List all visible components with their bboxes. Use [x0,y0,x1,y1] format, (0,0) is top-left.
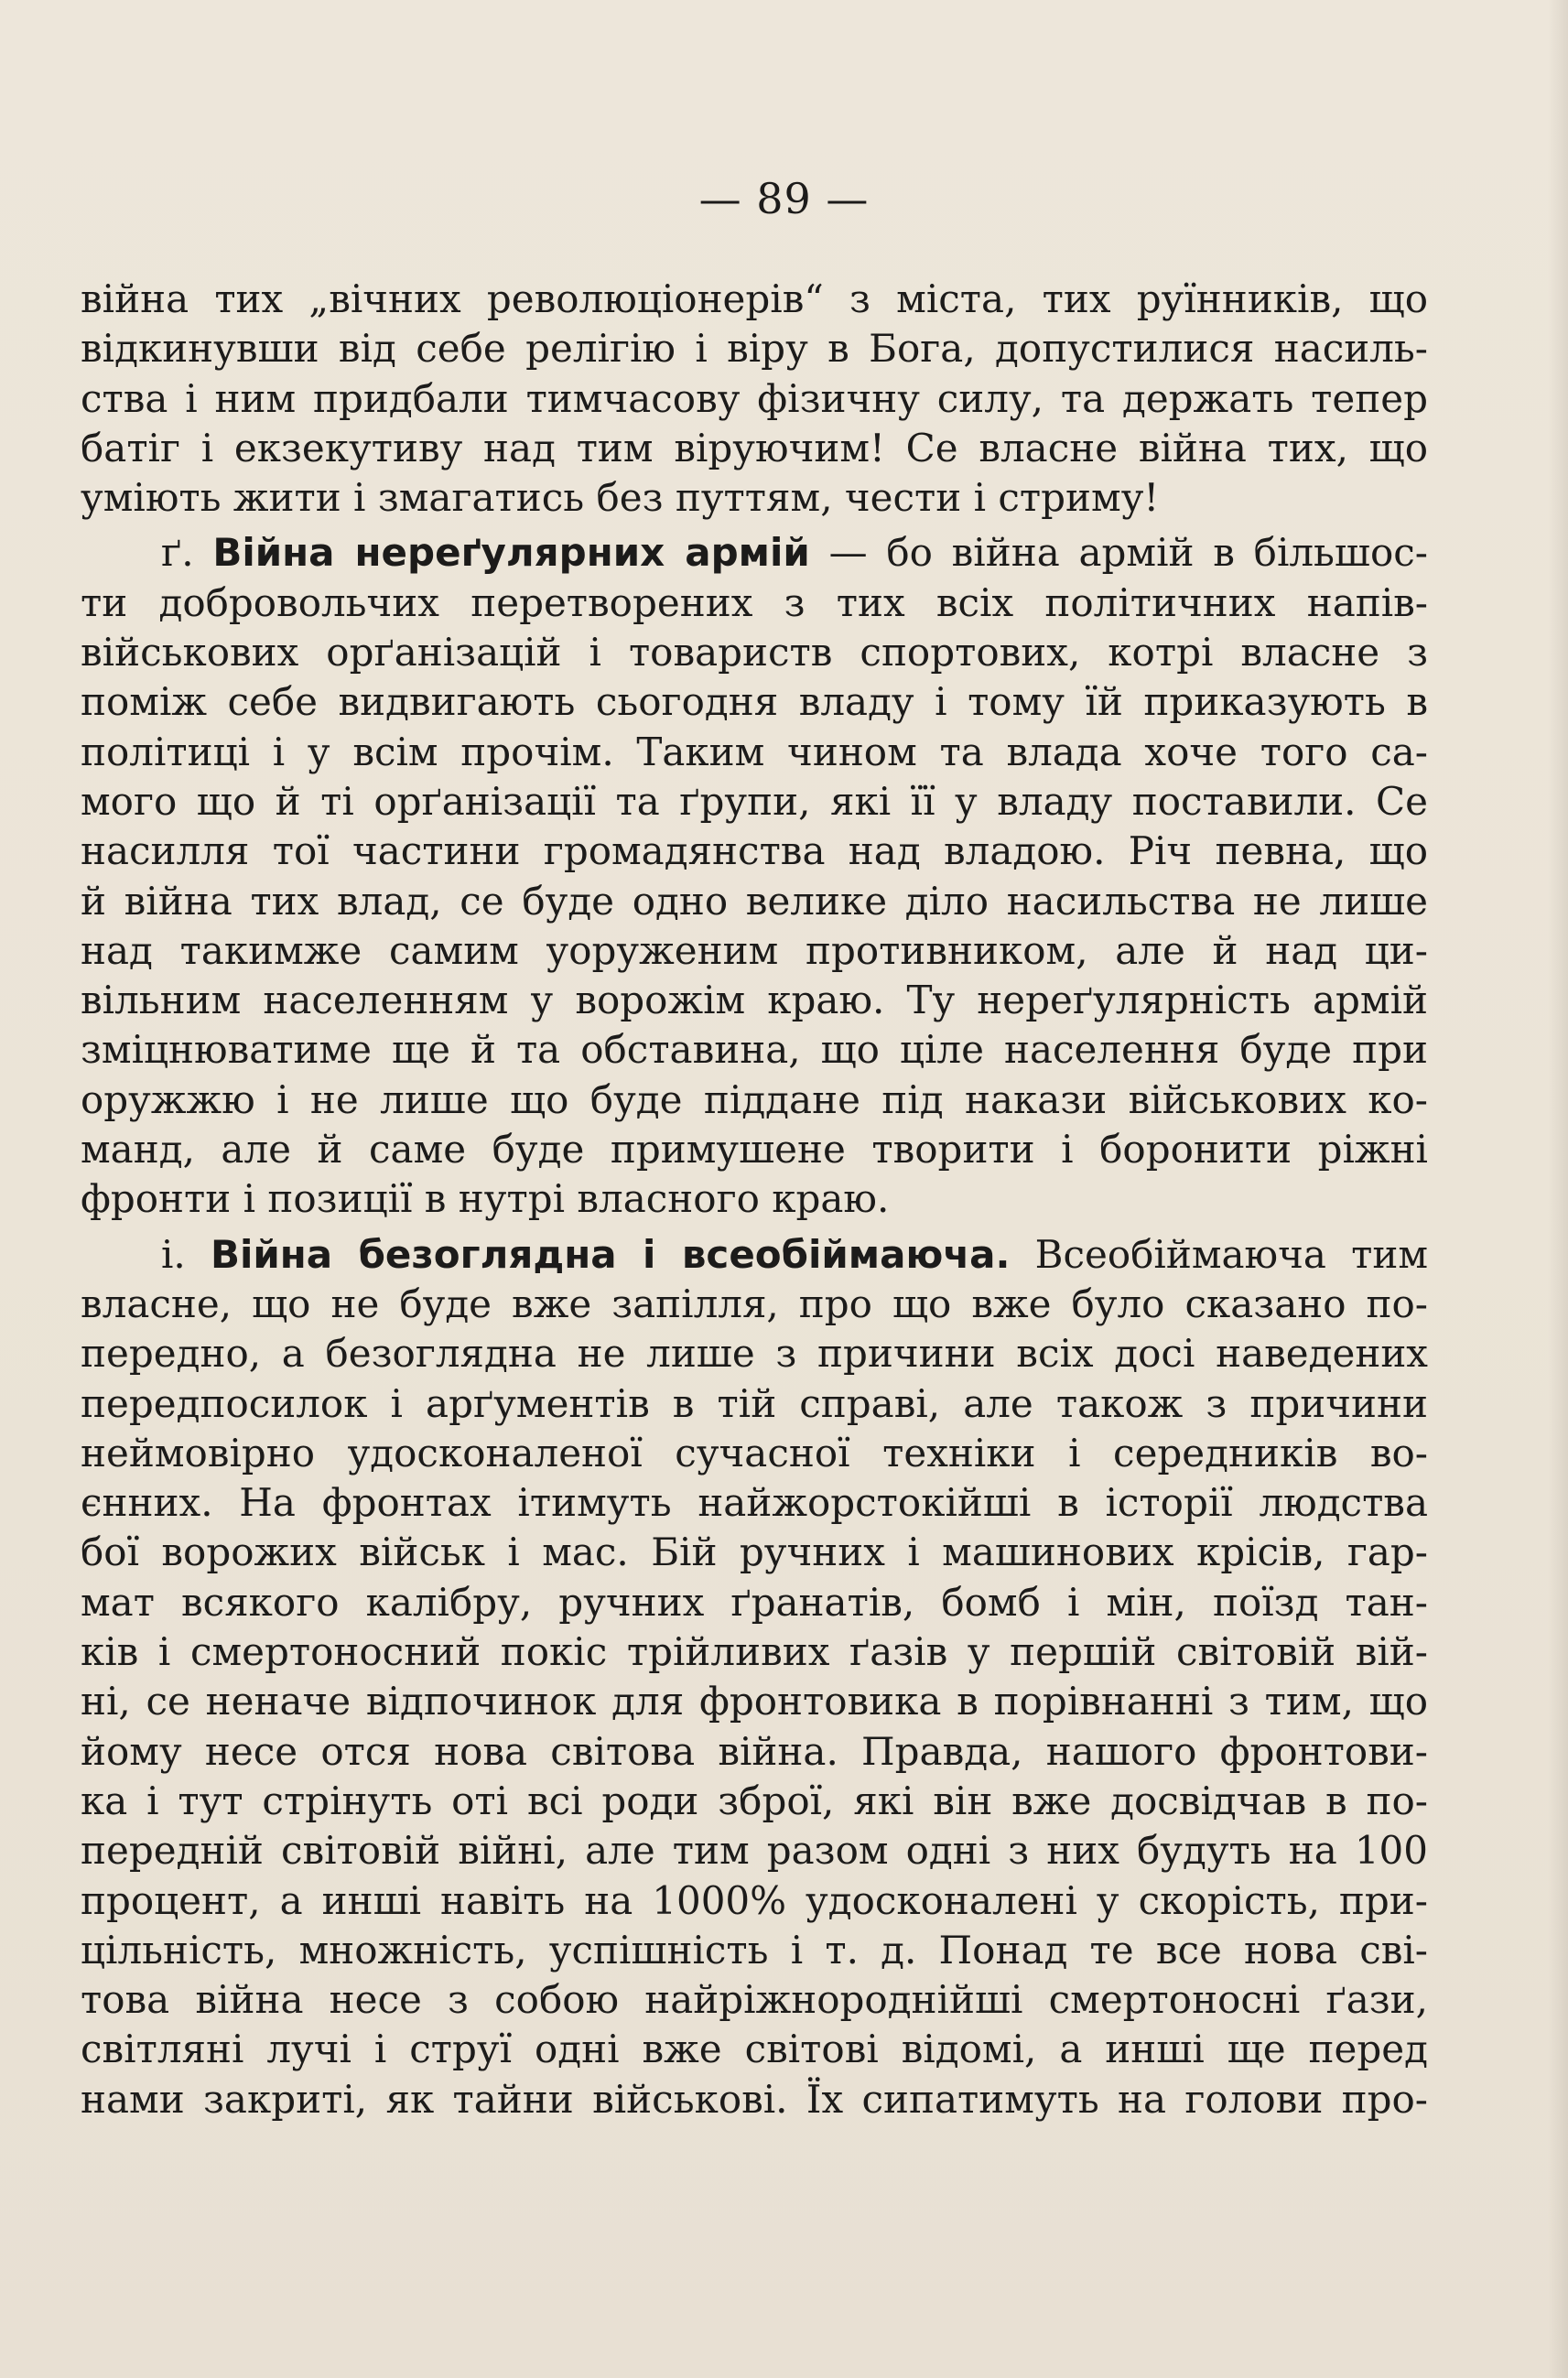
text-line: оружжю і не лише що буде піддане під накази військових ко- [81,1076,1428,1122]
text-line: війна тих „вічних революціонерів“ з міста, тих руїнників, що [81,276,1428,321]
section-heading: Війна безоглядна і всеобіймаюча. [210,1231,1011,1277]
text-line: ти добровольчих перетворених з тих всіх політичних напів- [81,579,1428,625]
text-line: над такимже самим уоруженим противником, але й над ци- [81,927,1428,973]
text-line: передпосилок і арґументів в тій справі, але також з причини [81,1380,1428,1426]
text-line: світляні лучі і струї одні вже світові відомі, а инші ще перед [81,2027,1428,2072]
text-fragment: — бо війна армій в більшос- [828,530,1428,576]
paragraph-3 [81,1230,1428,2124]
page-edge-shadow [1548,0,1568,2378]
text-line: уміють жити і змагатись без путтям, чести і стриму! [81,475,1160,521]
text-line: мого що й ті орґанізації та ґрупи, які її у владу поставили. Се [81,778,1428,824]
text-line: йому несе отся нова світова війна. Правда, нашого фронтови- [81,1728,1428,1774]
text-line: бої ворожих військ і мас. Бій ручних і машинових крісів, гар- [81,1529,1428,1575]
text-line: фронти і позиції в нутрі власного краю. [81,1176,890,1222]
text-line: власне, що не буде вже запілля, про що вже було сказано по- [81,1281,1428,1326]
text-line: нами закриті, як тайни військові. Їх сипатимуть на голови про- [81,2076,1428,2122]
text-line: ка і тут стрінуть оті всі роди зброї, які він вже досвідчав в по- [81,1778,1428,1823]
text-line: поміж себе видвигають сьогодня владу і тому їй приказують в [81,679,1428,725]
text-line: зміцнюватиме ще й та обставина, що ціле населення буде при [81,1027,1428,1073]
paragraph-3-first-line [81,1230,1428,1280]
text-line: цільність, множність, успішність і т. д. Понад те все нова сві- [81,1927,1428,1973]
text-line: насилля тої частини громадянства над владою. Річ певна, що [81,828,1428,874]
text-line: відкинувши від себе релігію і віру в Бога, допустилися насиль- [81,326,1428,372]
text-line: мат всякого калібру, ручних ґранатів, бомб і мін, поїзд тан- [81,1579,1428,1625]
text-line: військових орґанізацій і товариств спортових, котрі власне з [81,630,1428,676]
section-marker: і. [161,1231,186,1277]
text-line: ків і смертоносний покіс трійливих ґазів у першій світовій вій- [81,1629,1428,1675]
paragraph-2-first-line [81,528,1428,578]
text-line: батіг і екзекутиву над тим віруючим! Се власне війна тих, що [81,425,1428,470]
text-line: єнних. На фронтах ітимуть найжорстокійші в історії людства [81,1480,1428,1526]
text-line: передно, а безоглядна не лише з причини всіх досі наведених [81,1331,1428,1377]
text-line: процент, а инші навіть на 1000% удосконалені у скорість, при- [81,1877,1428,1923]
paragraph-1 [81,275,1428,523]
page-number: — 89 — [698,174,870,223]
text-line: ства і ним придбали тимчасову фізичну силу, та держать тепер [81,375,1428,421]
text-line: манд, але й саме буде примушене творити і боронити ріжні [81,1127,1428,1173]
text-line: й війна тих влад, се буде одно велике діло насильства не лише [81,878,1428,924]
text-line: неймовірно удосконаленої сучасної техніки і середників во- [81,1430,1428,1475]
paragraph-2 [81,528,1428,1224]
text-line: това війна несе з собою найріжнороднійші смертоносні ґази, [81,1977,1428,2023]
text-line: вільним населенням у ворожім краю. Ту нереґулярність армій [81,978,1428,1023]
text-block [81,275,1428,2124]
section-heading: Війна нереґулярних армій [212,530,810,576]
section-marker: ґ. [161,530,194,576]
text-line: ні, се неначе відпочинок для фронтовика в порівнанні з тим, що [81,1679,1428,1724]
text-line: передній світовій війні, але тим разом одні з них будуть на 100 [81,1828,1428,1874]
text-line: політиці і у всім прочім. Таким чином та влада хоче того са- [81,729,1428,774]
text-fragment: Всеобіймаюча тим [1034,1231,1428,1277]
